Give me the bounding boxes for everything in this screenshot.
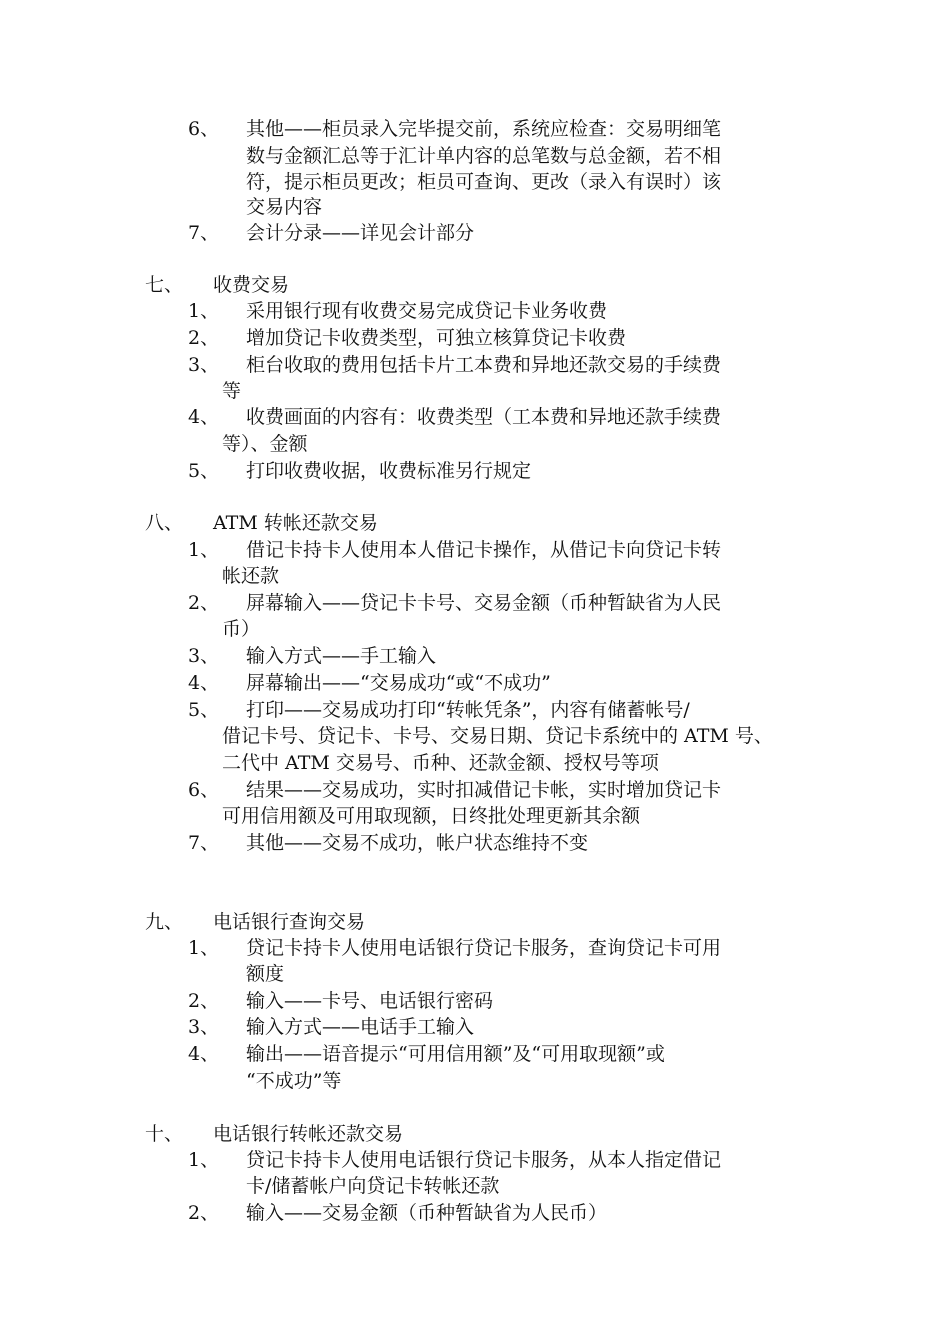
section-title: ATM 转帐还款交易	[213, 512, 378, 534]
item-text: 输入方式——手工输入	[246, 645, 437, 667]
item-text-continuation: 符，提示柜员更改；柜员可查询、更改（录入有误时）该	[246, 171, 722, 193]
item-text-continuation: 等	[222, 380, 242, 402]
item-number: 2、	[188, 990, 220, 1012]
item-text: 其他——柜员录入完毕提交前，系统应检查：交易明细笔	[246, 118, 722, 140]
section-number: 九、	[145, 911, 184, 933]
item-text-continuation: 卡/储蓄帐户向贷记卡转帐还款	[246, 1175, 500, 1197]
item-number: 6、	[188, 779, 220, 801]
item-number: 3、	[188, 354, 220, 376]
item-number: 2、	[188, 592, 220, 614]
item-text: 结果——交易成功，实时扣减借记卡帐，实时增加贷记卡	[246, 779, 722, 801]
item-text-continuation: 交易内容	[246, 196, 323, 218]
item-number: 3、	[188, 1016, 220, 1038]
item-text-continuation: 二代中 ATM 交易号、币种、还款金额、授权号等项	[222, 752, 659, 774]
section-number: 七、	[145, 274, 184, 296]
item-text: 输入方式——电话手工输入	[246, 1016, 475, 1038]
section-title: 收费交易	[213, 274, 290, 296]
item-number: 7、	[188, 222, 220, 244]
item-text-continuation: 借记卡号、贷记卡、卡号、交易日期、贷记卡系统中的 ATM 号、	[222, 725, 773, 747]
item-text: 增加贷记卡收费类型，可独立核算贷记卡收费	[246, 327, 627, 349]
item-number: 2、	[188, 327, 220, 349]
item-text-continuation: 额度	[246, 963, 285, 985]
item-text-continuation: “不成功”等	[246, 1070, 342, 1092]
item-text-continuation: 可用信用额及可用取现额，日终批处理更新其余额	[222, 805, 641, 827]
item-number: 5、	[188, 699, 220, 721]
section-title: 电话银行转帐还款交易	[213, 1123, 404, 1145]
item-text: 柜台收取的费用包括卡片工本费和异地还款交易的手续费	[246, 354, 722, 376]
item-text: 收费画面的内容有：收费类型（工本费和异地还款手续费	[246, 406, 722, 428]
item-text-continuation: 币）	[222, 618, 261, 640]
item-text: 贷记卡持卡人使用电话银行贷记卡服务，查询贷记卡可用	[246, 937, 722, 959]
item-text-continuation: 数与金额汇总等于汇计单内容的总笔数与总金额，若不相	[246, 145, 722, 167]
item-number: 4、	[188, 406, 220, 428]
item-number: 4、	[188, 1043, 220, 1065]
item-number: 1、	[188, 1149, 220, 1171]
item-text: 会计分录——详见会计部分	[246, 222, 475, 244]
item-text: 输出——语音提示“可用信用额”及“可用取现额”或	[246, 1043, 665, 1065]
item-text: 屏幕输出——“交易成功“或“不成功”	[246, 672, 551, 694]
item-text: 屏幕输入——贷记卡卡号、交易金额（币种暂缺省为人民	[246, 592, 722, 614]
section-title: 电话银行查询交易	[213, 911, 366, 933]
item-number: 7、	[188, 832, 220, 854]
item-number: 1、	[188, 300, 220, 322]
item-text: 贷记卡持卡人使用电话银行贷记卡服务，从本人指定借记	[246, 1149, 722, 1171]
item-number: 1、	[188, 539, 220, 561]
item-text: 打印——交易成功打印“转帐凭条”，内容有储蓄帐号/	[246, 699, 690, 721]
item-text-continuation: 帐还款	[222, 565, 280, 587]
item-text-continuation: 等）、金额	[222, 433, 308, 455]
item-text: 输入——卡号、电话银行密码	[246, 990, 494, 1012]
item-number: 2、	[188, 1202, 220, 1224]
item-number: 4、	[188, 672, 220, 694]
item-number: 3、	[188, 645, 220, 667]
item-text: 采用银行现有收费交易完成贷记卡业务收费	[246, 300, 608, 322]
section-number: 十、	[145, 1123, 184, 1145]
item-number: 6、	[188, 118, 220, 140]
item-text: 打印收费收据，收费标准另行规定	[246, 460, 532, 482]
section-number: 八、	[145, 512, 184, 534]
item-text: 其他——交易不成功，帐户状态维持不变	[246, 832, 589, 854]
item-text: 输入——交易金额（币种暂缺省为人民币）	[246, 1202, 608, 1224]
item-number: 5、	[188, 460, 220, 482]
item-number: 1、	[188, 937, 220, 959]
item-text: 借记卡持卡人使用本人借记卡操作，从借记卡向贷记卡转	[246, 539, 722, 561]
